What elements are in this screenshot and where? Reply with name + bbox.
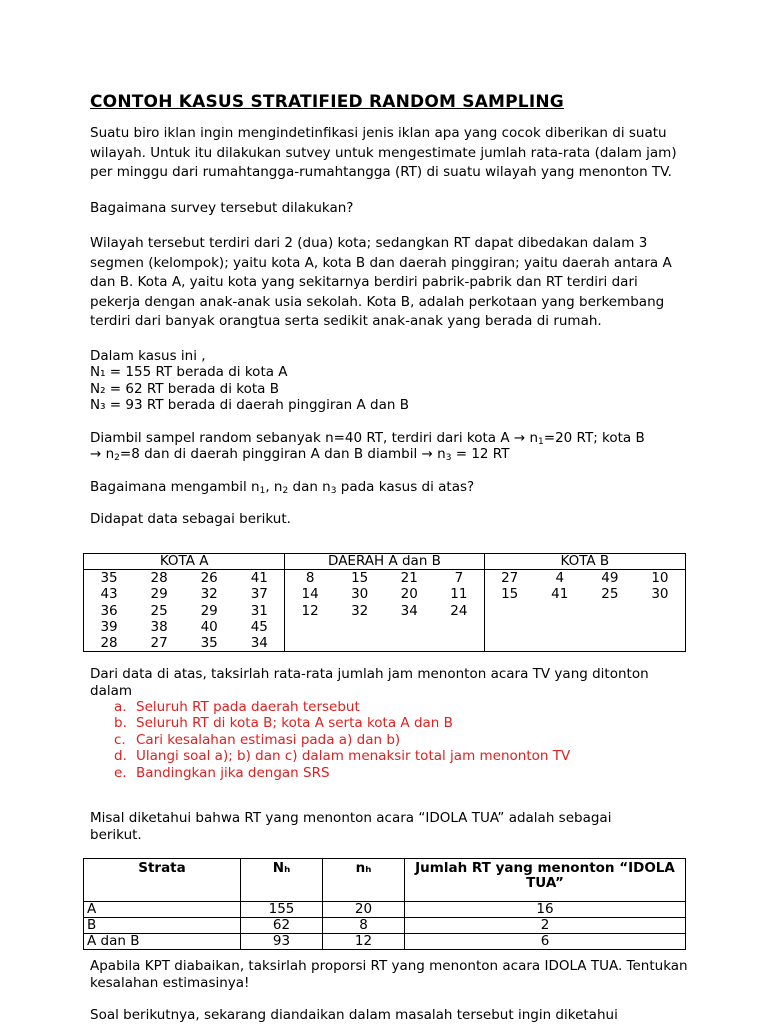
data-cell: 35	[200, 635, 218, 652]
closing-section	[90, 958, 690, 1024]
data-cell: 25	[150, 602, 168, 619]
case-intro: Dalam kasus ini ,	[90, 347, 206, 364]
data-cell: 49	[601, 570, 619, 586]
case-list	[90, 348, 690, 414]
header-nh: nₕ	[323, 859, 405, 902]
table-row	[285, 586, 483, 602]
data-cell: 32	[351, 602, 369, 619]
list-item: a. Seluruh RT pada daerah tersebut	[114, 699, 360, 715]
data-cell: 41	[551, 586, 569, 603]
sampling-question: Bagaimana mengambil $n_1$, $n_2$ dan $n_3$ pada kasus di atas?	[90, 478, 475, 496]
paragraph-kpt: Apabila KPT diabaikan, taksirlah proporsi RT yang menonton acara IDOLA TUA. Tentukan kesalahan estimasinya!	[90, 958, 688, 991]
data-cell: 32	[200, 586, 218, 603]
table-row: B 62 8 2	[84, 918, 686, 934]
data-cell: 41	[250, 570, 268, 586]
header-strata: Strata	[84, 859, 241, 902]
data-cell: 14	[301, 586, 319, 603]
data-intro: Didapat data sebagai berikut.	[90, 511, 291, 527]
header-daerah: DAERAH A dan B	[285, 554, 484, 570]
table-row	[485, 570, 685, 586]
data-cell: 10	[651, 570, 669, 586]
data-cell: 4	[555, 570, 565, 586]
idola-table	[83, 858, 686, 950]
data-cell: 20	[400, 586, 418, 603]
table-row	[485, 586, 685, 602]
sample-paragraph: Diambil sampel random sebanyak n=40 RT, terdiri dari kota $A \to n_1=20$ RT; kota B → $n_2=8$ dan di daerah pinggiran A dan B diambil → $n_3 = 12$ RT	[90, 429, 645, 463]
list-item: b. Seluruh RT di kota B; kota A serta kota A dan B	[114, 715, 453, 732]
case-n2: N₂ = 62 RT berada di kota B	[90, 380, 279, 397]
data-cell: 8	[305, 570, 315, 586]
data-cell: 30	[651, 586, 669, 603]
table-row	[285, 570, 483, 586]
data-table	[83, 553, 686, 652]
paragraph-intro: Suatu biro iklan ingin mengindetinfikasi jenis iklan apa yang cocok diberikan di suatu wilayah. Untuk itu dilakukan sutvey untuk mengestimate jumlah rata-rata (dalam jam) per minggu dari rumahtangga-rumahtangga (RT) di suatu wilayah yang menonton TV.	[90, 125, 677, 180]
data-cell: 34	[400, 602, 418, 619]
header-Nh: Nₕ	[241, 859, 323, 902]
list-item: d. Ulangi soal a); b) dan c) dalam menaksir total jam menonton TV	[114, 748, 571, 765]
data-cell: 15	[501, 586, 519, 603]
data-cell: 25	[601, 586, 619, 603]
idola-section	[90, 810, 650, 843]
idola-intro: Misal diketahui bahwa RT yang menonton acara “IDOLA TUA” adalah sebagai berikut.	[90, 810, 612, 843]
data-cell: 30	[351, 586, 369, 603]
paragraph-question: Bagaimana survey tersebut dilakukan?	[90, 199, 354, 216]
table-row: A 155 20 16	[84, 902, 686, 918]
page-title: CONTOH KASUS STRATIFIED RANDOM SAMPLING	[90, 92, 564, 112]
data-cell: 28	[100, 635, 118, 652]
tasks-section	[90, 666, 690, 781]
arrow-icon: →	[513, 429, 526, 446]
arrow-icon: →	[421, 446, 433, 462]
header-kota-b: KOTA B	[484, 554, 685, 570]
task-intro: Dari data di atas, taksirlah rata-rata jumlah jam menonton acara TV yang ditonton dalam	[90, 666, 649, 699]
data-cell: 39	[100, 618, 118, 635]
data-cell: 45	[250, 618, 268, 635]
data-cell: 28	[150, 570, 168, 586]
header-jumlah: Jumlah RT yang menonton “IDOLA TUA”	[405, 859, 686, 902]
kota-b-cell	[484, 570, 685, 652]
table-row	[84, 635, 284, 651]
data-cell: 27	[501, 570, 519, 586]
data-cell: 31	[250, 602, 268, 619]
data-cell: 11	[450, 586, 468, 603]
header-kota-a: KOTA A	[84, 554, 285, 570]
table-row	[285, 603, 483, 619]
data-cell: 24	[450, 602, 468, 619]
daerah-cell	[285, 570, 484, 652]
table-row	[84, 586, 284, 602]
data-cell: 21	[400, 570, 418, 586]
list-item: c. Cari kesalahan estimasi pada a) dan b)	[114, 731, 401, 748]
case-n3: N₃ = 93 RT berada di daerah pinggiran A dan B	[90, 397, 409, 413]
data-cell: 34	[250, 635, 268, 652]
data-cell: 43	[100, 586, 118, 603]
data-cell: 36	[100, 602, 118, 619]
paragraph-region: Wilayah tersebut terdiri dari 2 (dua) kota; sedangkan RT dapat dibedakan dalam 3 segmen (kelompok); yaitu kota A, kota B dan daerah pinggiran; yaitu daerah antara A dan B. Kota A, yaitu kota yang sekitarnya berdiri pabrik-pabrik dan RT terdiri dari pekerja dengan anak-anak usia sekolah. Kota B, adalah perkotaan yang berkembang terdiri dari banyak orangtua serta sedikit anak-anak yang berada di rumah.	[90, 235, 672, 329]
document-body	[90, 92, 690, 528]
list-item: e. Bandingkan jika dengan SRS	[114, 764, 330, 781]
data-cell: 40	[200, 618, 218, 635]
table-row	[84, 619, 284, 635]
data-cell: 12	[301, 602, 319, 619]
data-cell: 7	[454, 570, 464, 586]
table-row: A dan B 93 12 6	[84, 934, 686, 950]
data-cell: 38	[150, 618, 168, 635]
table-row	[84, 570, 284, 586]
data-cell: 27	[150, 635, 168, 652]
data-cell: 29	[200, 602, 218, 619]
data-cell: 26	[200, 570, 218, 586]
kota-a-cell	[84, 570, 285, 652]
data-cell: 29	[150, 586, 168, 603]
paragraph-last: Soal berikutnya, sekarang diandaikan dalam masalah tersebut ingin diketahui	[90, 1007, 618, 1023]
table-row	[84, 603, 284, 619]
task-list	[90, 699, 690, 781]
case-n1: N₁ = 155 RT berada di kota A	[90, 364, 288, 380]
data-cell: 15	[351, 570, 369, 586]
arrow-icon: →	[90, 446, 102, 462]
data-cell: 37	[250, 586, 268, 603]
data-cell: 35	[100, 570, 118, 586]
